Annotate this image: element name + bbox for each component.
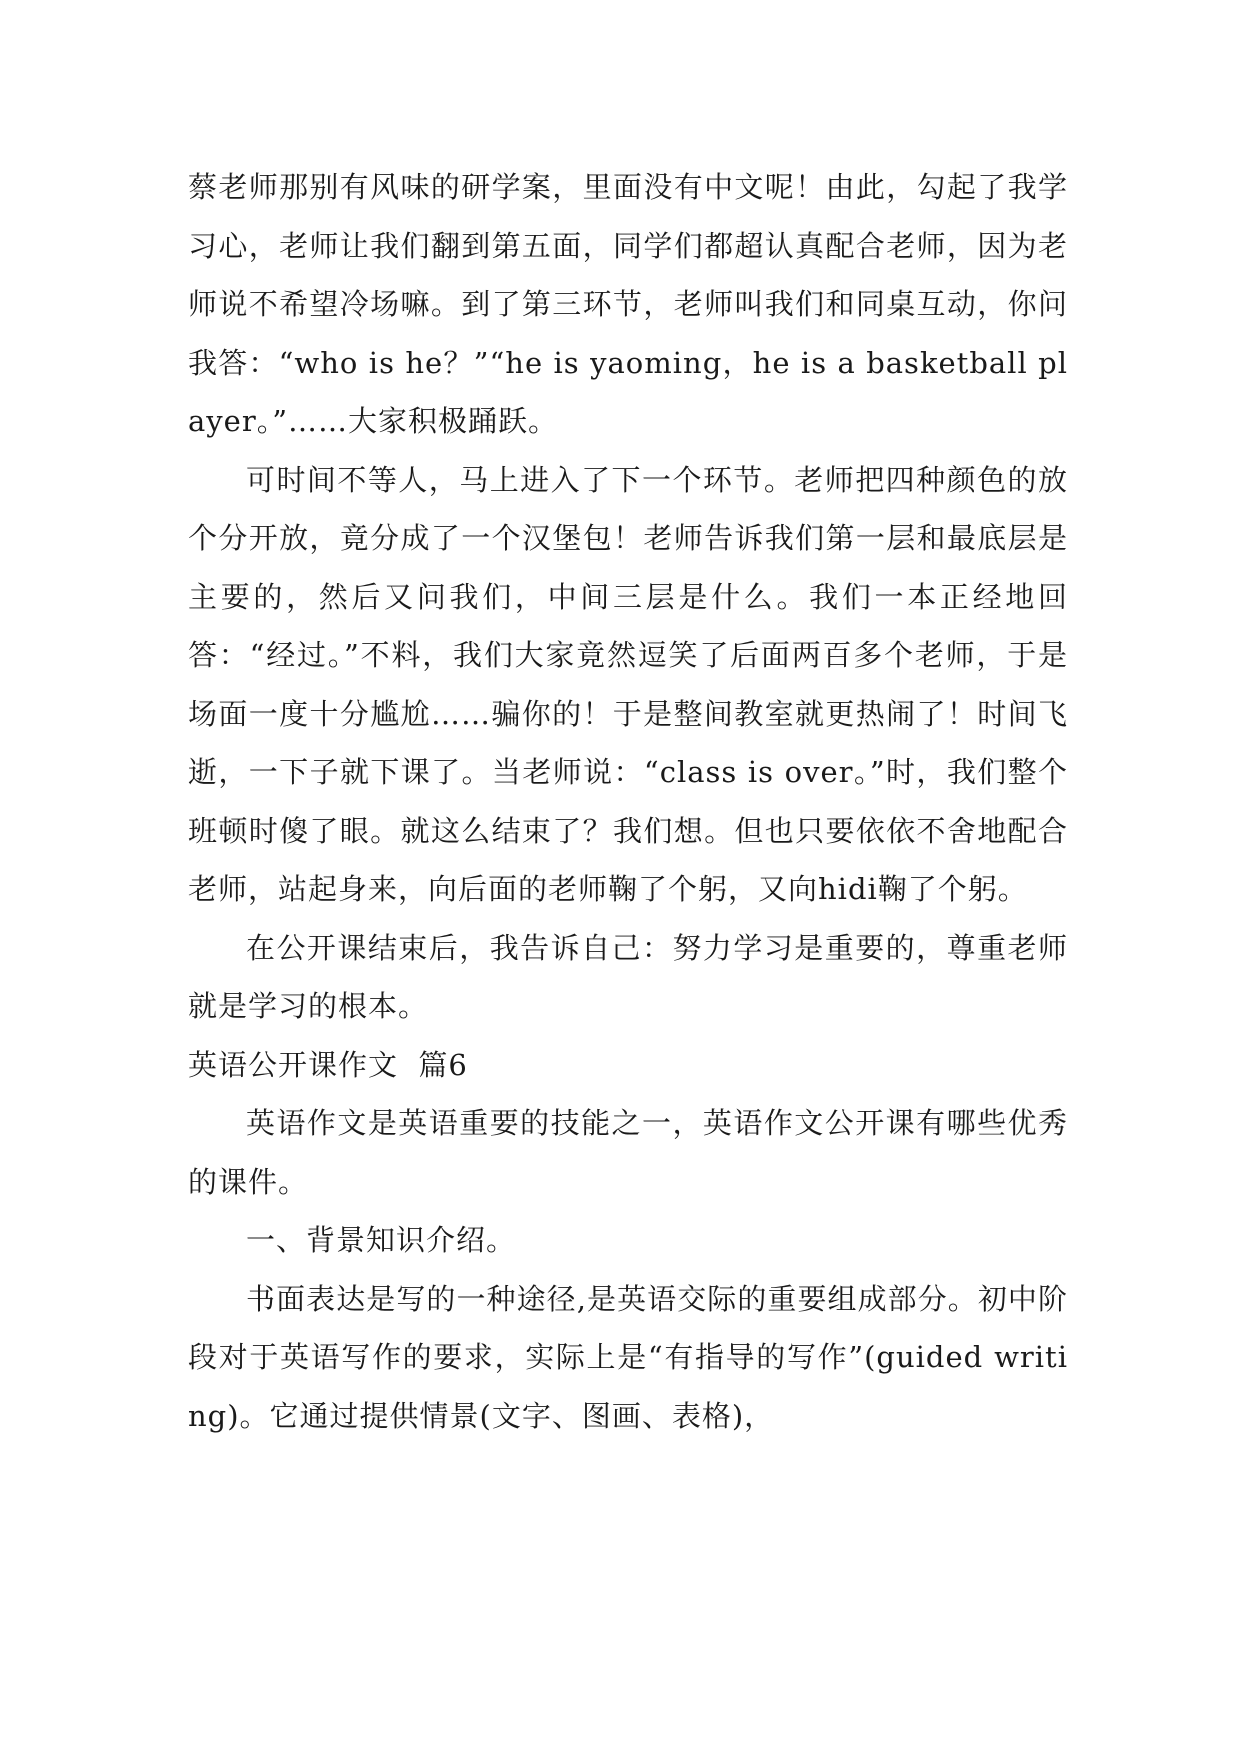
paragraph: 可时间不等人，马上进入了下一个环节。老师把四种颜色的放个分开放，竟分成了一个汉堡包！老师告诉我们第一层和最底层是主要的，然后又问我们，中间三层是什么。我们一本正经地回答：“经过。”不料，我们大家竟然逗笑了后面两百多个老师，于是场面一度十分尴尬……骗你的！于是整间教室就更热闹了！时间飞逝，一下子就下课了。当老师说：“class is over。”时，我们整个班顿时傻了眼。就这么结束了？我们想。但也只要依依不舍地配合老师，站起身来，向后面的老师鞠了个躬，又向hidi鞠了个躬。 <box>188 462 1068 906</box>
paragraph: 书面表达是写的一种途径,是英语交际的重要组成部分。初中阶段对于英语写作的要求，实际上是“有指导的写作”(guided writing)。它通过提供情景(文字、图画、表格)， <box>188 1281 1068 1433</box>
paragraph: 英语作文是英语重要的技能之一，英语作文公开课有哪些优秀的课件。 <box>188 1106 1068 1199</box>
section-heading: 英语公开课作文 篇6 <box>188 1047 468 1082</box>
document-body <box>188 158 1068 1445</box>
paragraph: 在公开课结束后，我告诉自己：努力学习是重要的，尊重老师就是学习的根本。 <box>188 930 1068 1023</box>
paragraph-continued: 蔡老师那别有风味的研学案，里面没有中文呢！由此，勾起了我学习心，老师让我们翻到第五面，同学们都超认真配合老师，因为老师说不希望冷场嘛。到了第三环节，老师叫我们和同桌互动，你问我答：“who is he？”“he is yaoming，he is a basketball player。”……大家积极踊跃。 <box>188 170 1068 438</box>
paragraph: 一、背景知识介绍。 <box>246 1223 517 1257</box>
